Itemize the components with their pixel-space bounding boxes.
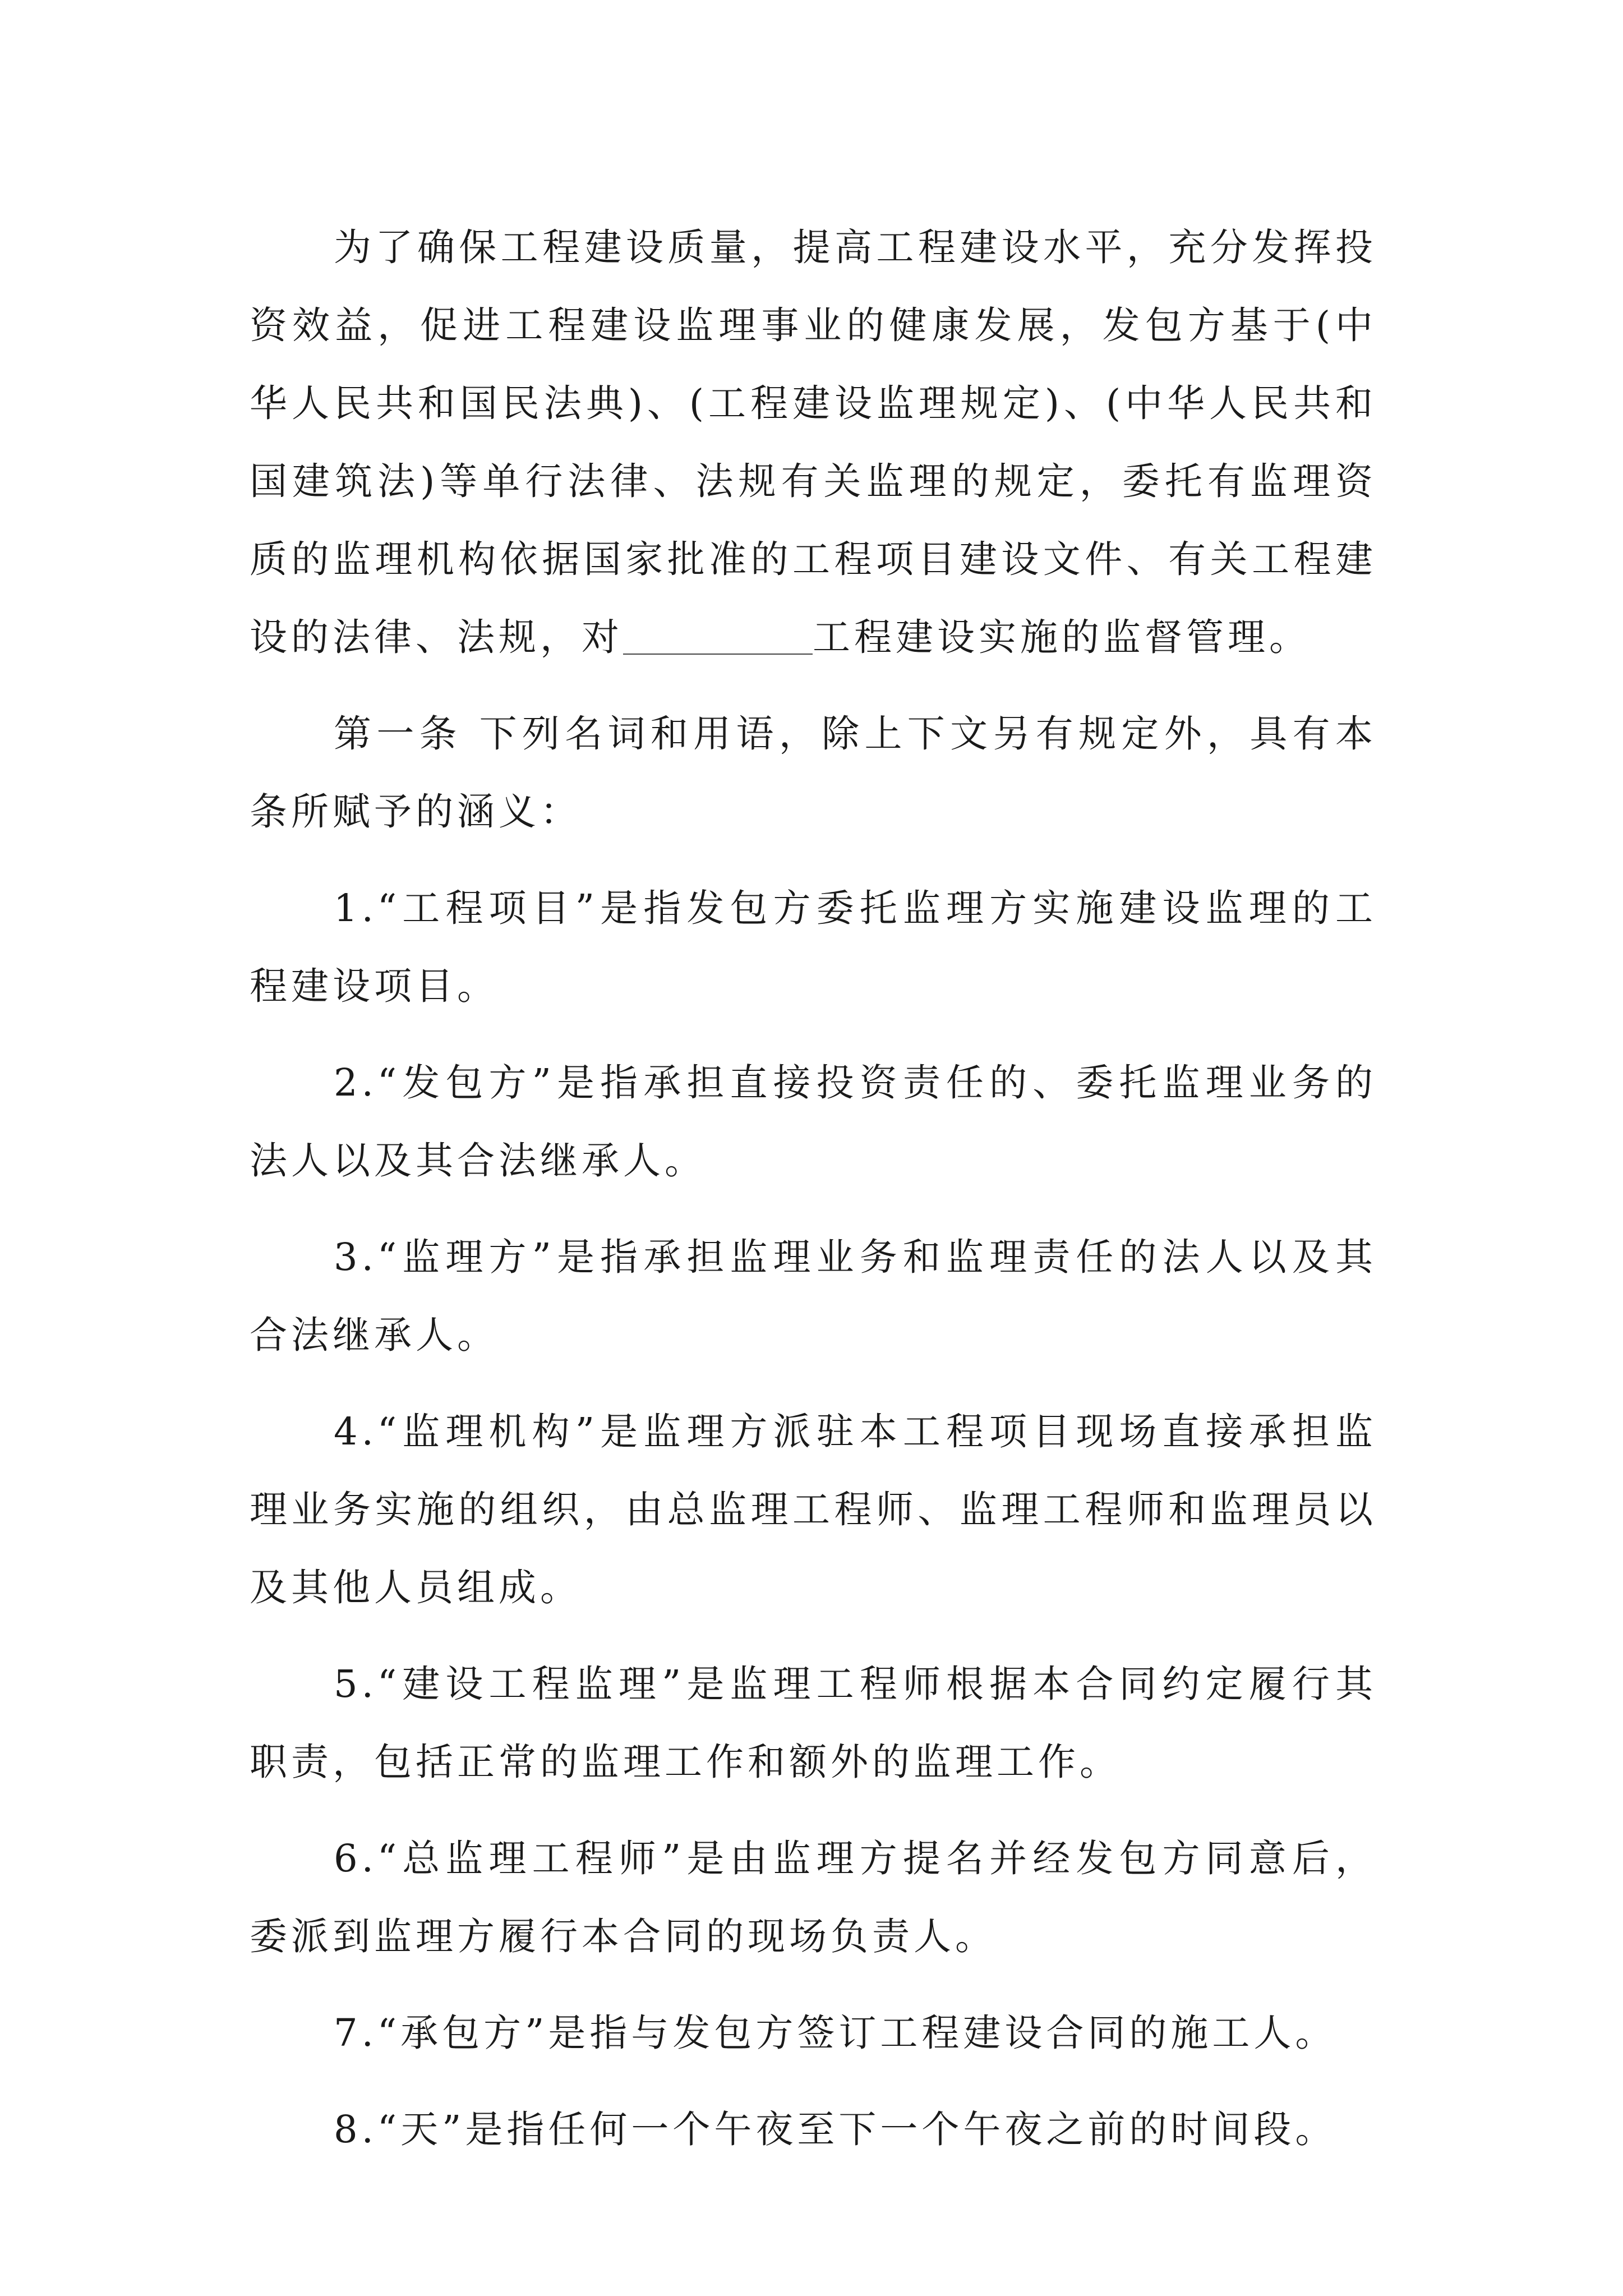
definition-item: 7.“承包方”是指与发包方签订工程建设合同的施工人。 [334,2011,1337,2055]
preamble-text-end: 工程建设实施的监督管理。 [813,615,1311,659]
project-name-blank [623,653,813,655]
definition-item: 6.“总监理工程师”是由监理方提名并经发包方同意后，委派到监理方履行本合同的现场负责人。 [250,1837,1377,1958]
article-one-heading: 第一条 下列名词和用语，除上下文另有规定外，具有本条所赋予的涵义： [250,712,1377,834]
definition-item: 8.“天”是指任何一个午夜至下一个午夜之前的时间段。 [334,2108,1337,2151]
definition-item: 5.“建设工程监理”是监理工程师根据本合同约定履行其职责，包括正常的监理工作和额外的监理工作。 [250,1662,1377,1784]
definition-item: 3.“监理方”是指承担监理业务和监理责任的法人以及其合法继承人。 [250,1235,1377,1357]
definition-item: 4.“监理机构”是监理方派驻本工程项目现场直接承担监理业务实施的组织，由总监理工程师、监理工程师和监理员以及其他人员组成。 [250,1410,1377,1609]
preamble-paragraph [250,209,1377,677]
preamble-text: 为了确保工程建设质量，提高工程建设水平，充分发挥投资效益，促进工程建设监理事业的健康发展，发包方基于(中华人民共和国民法典)、(工程建设监理规定)、(中华人民共和国建筑法)等单行法律、法规有关监理的规定，委托有监理资质的监理机构依据国家批准的工程项目建设文件、有关工程建设的法律、法规，对 [250,226,1377,659]
definition-item: 1.“工程项目”是指发包方委托监理方实施建设监理的工程建设项目。 [250,886,1377,1008]
document-body [250,209,1377,2169]
definition-item: 2.“发包方”是指承担直接投资责任的、委托监理业务的法人以及其合法继承人。 [250,1061,1377,1182]
